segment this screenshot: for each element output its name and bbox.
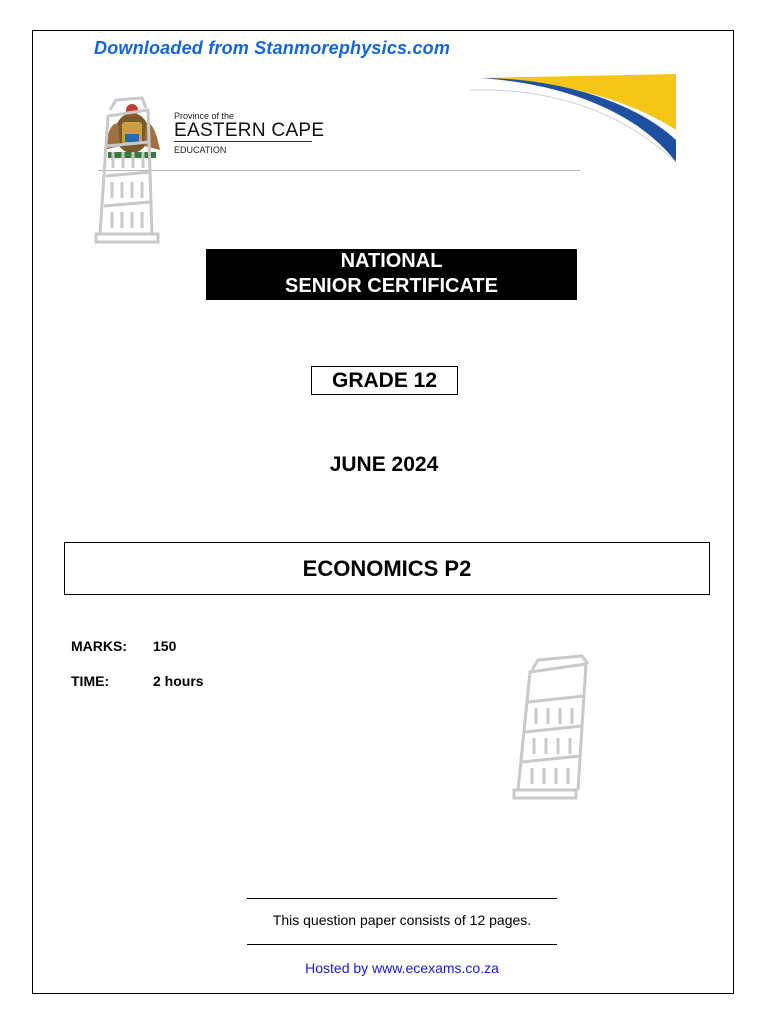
footer-rule-bottom — [247, 944, 557, 945]
hosted-by-link[interactable]: Hosted by www.ecexams.co.za — [305, 960, 499, 976]
tower-watermark-icon — [90, 96, 164, 244]
certificate-banner — [206, 249, 577, 300]
tower-watermark-icon-2 — [510, 654, 594, 802]
header-swoosh-graphic — [470, 70, 680, 170]
department-label: EDUCATION — [174, 145, 227, 155]
download-watermark: Downloaded from Stanmorephysics.com — [94, 38, 451, 58]
province-underline — [174, 141, 312, 142]
grade-label: GRADE 12 — [311, 366, 458, 395]
time-value: 2 hours — [153, 673, 204, 689]
page-count-note: This question paper consists of 12 pages. — [272, 912, 532, 928]
time-label: TIME: — [71, 673, 110, 689]
footer-rule-top — [247, 898, 557, 899]
marks-label: MARKS: — [71, 638, 127, 654]
subject-title: ECONOMICS P2 — [64, 542, 710, 595]
exam-date: JUNE 2024 — [329, 453, 439, 476]
banner-line-national: NATIONAL — [340, 250, 443, 272]
marks-value: 150 — [153, 638, 177, 654]
province-name: EASTERN CAPE — [174, 120, 325, 141]
province-label-small: Province of the — [174, 111, 235, 121]
banner-line-senior-certificate: SENIOR CERTIFICATE — [285, 275, 498, 297]
header-divider — [98, 170, 580, 171]
